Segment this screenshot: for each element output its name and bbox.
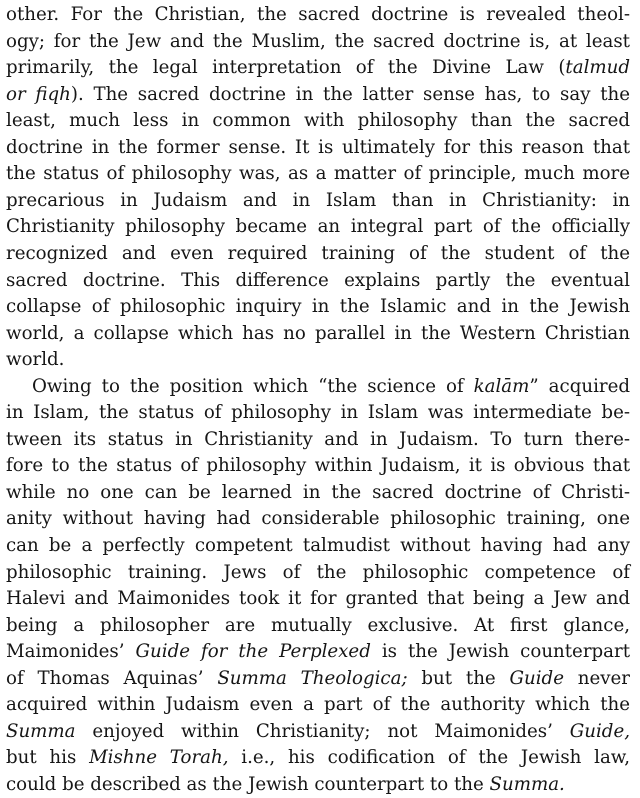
- text-line: [6, 533, 630, 559]
- text-run: least, much less in common with philosophy than the sacred: [6, 110, 630, 132]
- text-line: [6, 772, 630, 798]
- text-line: [6, 347, 630, 373]
- text-line: [6, 506, 630, 532]
- text-run: philosophic training. Jews of the philosophic competence of: [6, 561, 630, 583]
- text-line: [6, 29, 630, 55]
- text-run: is the Jewish counterpart: [370, 641, 630, 663]
- text-run: while no one can be learned in the sacred doctrine of Christi-: [6, 481, 630, 503]
- text-run: anity without having had considerable philosophic training, one: [6, 508, 630, 530]
- text-run: but the: [407, 667, 510, 689]
- text-run: Owing to the position which “the science of: [32, 375, 474, 397]
- text-line: [6, 241, 630, 267]
- text-line: [6, 719, 630, 745]
- text-run: sacred doctrine. This difference explains partly the eventual: [6, 269, 630, 291]
- text-line: [6, 453, 630, 479]
- text-run: the status of philosophy was, as a matter of principle, much more: [6, 163, 630, 185]
- italic-text-run: Guide: [509, 667, 564, 689]
- text-run: could be described as the Jewish counterpart to the: [6, 773, 490, 795]
- text-line: [6, 374, 630, 400]
- text-run: Halevi and Maimonides took it for granted that being a Jew and: [6, 588, 630, 610]
- text-line: [6, 135, 630, 161]
- text-run: being a philosopher are mutually exclusive. At first glance,: [6, 614, 630, 636]
- text-line: [6, 692, 630, 718]
- text-run: never: [563, 667, 630, 689]
- text-line: [6, 82, 630, 108]
- italic-text-run: Summa Theologica;: [217, 667, 408, 689]
- text-line: [6, 613, 630, 639]
- text-run: can be a perfectly competent talmudist without having had any: [6, 535, 630, 556]
- text-line: [6, 400, 630, 426]
- text-run: in Islam, the status of philosophy in Islam was intermediate be-: [6, 402, 630, 424]
- italic-text-run: or fiqh: [6, 83, 71, 105]
- italic-text-run: Summa: [6, 720, 76, 742]
- text-line: [6, 560, 630, 586]
- text-run: ). The sacred doctrine in the latter sense has, to say the: [70, 83, 630, 105]
- text-line: [6, 294, 630, 320]
- text-line: [6, 321, 630, 347]
- text-line: [6, 188, 630, 214]
- text-run: ogy; for the Jew and the Muslim, the sacred doctrine is, at least: [6, 30, 630, 52]
- text-run: acquired within Judaism even a part of the authority which the: [6, 694, 630, 716]
- text-run: ” acquired: [529, 375, 630, 397]
- text-run: precarious in Judaism and in Islam than in Christianity: in: [6, 189, 630, 211]
- italic-text-run: talmud: [565, 57, 630, 79]
- text-line: [6, 586, 630, 612]
- text-run: fore to the status of philosophy within Judaism, it is obvious that: [6, 455, 630, 477]
- text-run: enjoyed within Christianity; not Maimonides’: [75, 720, 570, 742]
- italic-text-run: Mishne Torah,: [89, 747, 229, 769]
- text-line: [6, 666, 630, 692]
- italic-text-run: Guide for the Perplexed: [135, 641, 371, 663]
- text-run: other. For the Christian, the sacred doctrine is revealed theol-: [6, 4, 630, 25]
- text-line: [6, 108, 630, 134]
- text-run: collapse of philosophic inquiry in the Islamic and in the Jewish: [6, 296, 630, 318]
- text-run: i.e., his codification of the Jewish law,: [228, 747, 630, 769]
- text-run: doctrine in the former sense. It is ultimately for this reason that: [6, 136, 630, 158]
- text-line: [6, 480, 630, 506]
- text-run: Christianity philosophy became an integral part of the officially: [6, 216, 630, 238]
- text-run: but his: [6, 747, 90, 769]
- text-line: [6, 55, 630, 81]
- text-line: [6, 214, 630, 240]
- text-run: primarily, the legal interpretation of the Divine Law (: [6, 57, 566, 79]
- italic-text-run: kalām: [473, 375, 530, 397]
- text-run: world.: [6, 349, 65, 371]
- text-run: of Thomas Aquinas’: [6, 667, 218, 689]
- text-line: [6, 268, 630, 294]
- italic-text-run: Summa.: [489, 773, 565, 795]
- text-run: Maimonides’: [6, 641, 136, 663]
- text-line: [6, 639, 630, 665]
- text-line: [6, 427, 630, 453]
- text-run: tween its status in Christianity and in Judaism. To turn there-: [6, 428, 630, 450]
- italic-text-run: Guide,: [569, 720, 630, 742]
- text-line: [6, 2, 630, 28]
- text-run: world, a collapse which has no parallel in the Western Christian: [6, 322, 630, 344]
- text-line: [6, 745, 630, 771]
- text-run: recognized and even required training of the student of the: [6, 242, 630, 264]
- text-line: [6, 161, 630, 187]
